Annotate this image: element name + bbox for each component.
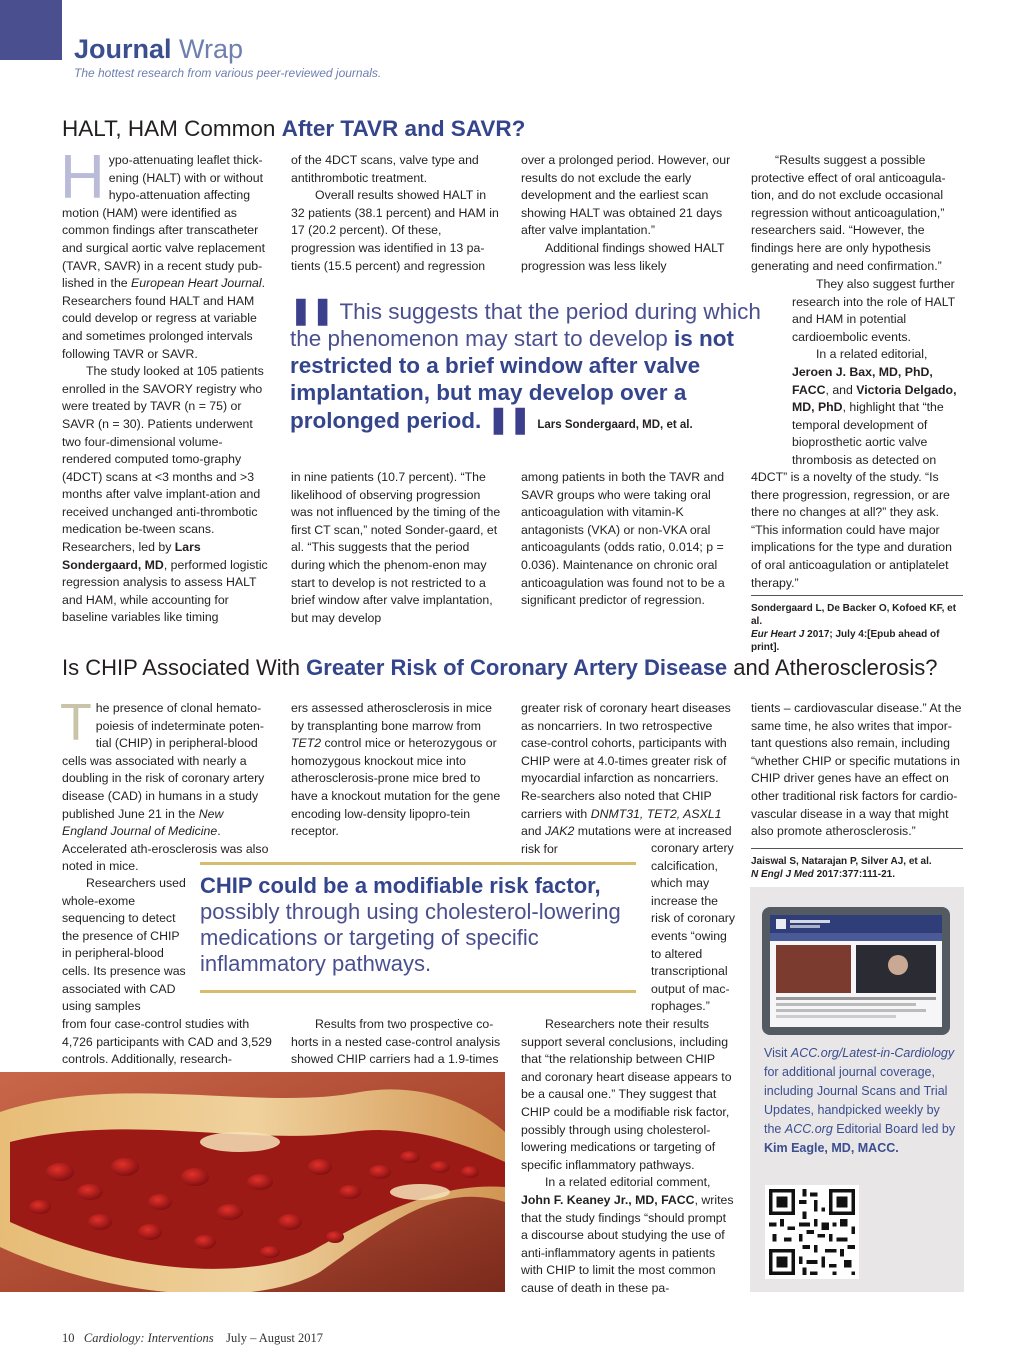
article2-headline: Is CHIP Associated With Greater Risk of Coronary Artery Disease and Atherosclerosis?	[62, 655, 938, 680]
article2-col2-bottom: Results from two prospective co-horts in a nested case-control analysis showed CHIP carriers had a 1.9-times	[291, 1017, 501, 1067]
article2-reference: Jaiswal S, Natarajan P, Silver AJ, et al. N Engl J Med 2017:377:111-21.	[751, 856, 932, 880]
article2-col3-narrow: coronary artery calcification, which may increase the risk of coronary events “owing to altered transcriptional output of mac-rophages.”	[651, 841, 736, 1014]
quote-open-icon: ❚❚	[290, 295, 334, 325]
article1-headline: HALT, HAM Common After TAVR and SAVR?	[62, 116, 526, 141]
article1-col4-bottom: 4DCT” is a novelty of the study. “Is there progression, regression, or are there no changes at all?” they ask. “This information could have major implications for the type and duration of oral anticoagulation or antiplatelet therapy.”	[751, 470, 952, 590]
article2-col1-narrow: Researchers used whole-exome sequencing to detect the presence of CHIP in peripheral-blood cells. Its presence was associated with CAD using samples	[62, 876, 186, 1014]
article2-col2-top: ers assessed atherosclerosis in mice by transplanting bone marrow from TET2 control mice or heterozygous or homozygous knockout mice into atherosclerosis-prone mice bred to have a knockout mutation for the gene encoding low-density lipopro-tein receptor.	[291, 701, 501, 839]
acc-latest-link[interactable]: ACC.org/Latest-in-Cardiology	[790, 1046, 955, 1060]
quote-close-icon: ❚❚	[487, 404, 532, 434]
article2-col1-top: The presence of clonal hemato-poiesis of indeterminate poten-tial (CHIP) in peripheral-blood cells was associated with nearly a doubling in the risk of coronary artery disease (CAD) in humans in a study published June 21 in the New England Journal of Medicine. Accelerated ath-erosclerosis was also noted in mice.	[60, 694, 269, 874]
article1-col2-bottom: in nine patients (10.7 percent). “The likelihood of observing progression was not influenced by the timing of the first CT scan,” noted Sonder-gaard, et al. “This suggests that the period during which the phenom-enon may start to develop is not restricted to a brief window after valve implantation, but may develop	[291, 470, 501, 625]
article2-col3-bottom: Researchers note their results support several conclusions, including that “the relationship between CHIP and coronary heart disease appears to be a causal one.” They suggest that CHIP could be a modifiable risk factor, possibly through using cholesterol-lowering medications or targeting of specific inflammatory pathways. In a related editorial comment, John F. Keaney Jr., MD, FACC, writes that the study findings “should prompt a discourse about studying the use of anti-inflammatory agents in patients with CHIP to limit the most common cause of death in these pa-	[521, 1017, 734, 1295]
article1-col3-top: over a prolonged period. However, our results do not exclude the early development and the earliest scan showing HALT was obtained 21 days after valve implantation.” Additional findings showed HALT progression was less likely	[521, 153, 731, 273]
reference-rule	[751, 848, 963, 849]
article2-pullquote: CHIP could be a modifiable risk factor, possibly through using cholesterol-lowering medications or targeting of specific inflammatory pathways.	[200, 873, 621, 976]
page-number: 10	[62, 1331, 75, 1345]
article1-pullquote: ❚❚ This suggests that the period during which the phenomenon may start to develop is not restricted to a brief window after valve implantation, but may develop over a prolonged period. ❚❚ Lars Sondergaard, MD, et al.	[290, 295, 761, 434]
issue-date: July – August 2017	[226, 1331, 323, 1345]
article2-col1-bottom: from four case-control studies with 4,726 participants with CAD and 3,529 controls. Additionally, research-	[62, 1017, 272, 1067]
blood-vessel-image	[0, 1072, 505, 1292]
dropcap: T	[60, 694, 92, 752]
artery-illustration	[0, 1072, 505, 1292]
section-subtitle: The hottest research from various peer-reviewed journals.	[74, 66, 382, 80]
section-title: Journal Wrap	[74, 34, 244, 64]
article1-col4-top: “Results suggest a possible protective effect of oral anticoagula-tion, and do not exclude occasional regression without anticoagulation,” researchers said. “However, the findings here are only hypothesis generating and need confirmation.”	[751, 153, 946, 273]
article1-col4-narrow: They also suggest further research into the role of HALT and HAM in potential cardioembolic events. In a related editorial, Jeroen J. Bax, MD, PhD, FACC, and Victoria Delgado, MD, PhD, highlight that “the temporal development of bioprosthetic aortic valve thrombosis as detected on	[792, 277, 957, 467]
sidebar-text: Visit ACC.org/Latest-in-Cardiology for additional journal coverage, including Journal Scans and Trial Updates, handpicked weekly by the ACC.org Editorial Board led by Kim Eagle, MD, MACC.	[764, 1046, 956, 1155]
article2-col4-top: tients – cardiovascular disease.” At the same time, he also writes that impor-tant questions also remain, including “whether CHIP or specific mutations in CHIP driver genes have an effect on other traditional risk factors for cardio-vascular disease in a way that might also promote atherosclerosis.”	[751, 701, 962, 839]
page-footer	[62, 1331, 323, 1346]
dropcap: H	[60, 143, 105, 212]
article1-col1: Hypo-attenuating leaflet thick-ening (HALT) with or without hypo-attenuation affecting motion (HAM) were identified as common findings after transcatheter and surgical aortic valve replacement (TAVR, SAVR) in a recent study pub-lished in the European Heart Journal. Researchers found HALT and HAM could develop or regress at variable and sometimes prolonged intervals following TAVR or SAVR. The study looked at 105 patients enrolled in the SAVORY registry who were treated by TAVR (n = 75) or SAVR (n = 30). Patients underwent two four-dimensional volume-rendered computed tomo-graphy (4DCT) scans at <3 months and >3 months after valve implant-ation and received unchanged anti-thrombotic medication be-tween scans. Researchers, led by Lars Sondergaard, MD, performed logistic regression analysis to assess HALT and HAM, while accounting for baseline variables like timing	[60, 143, 268, 625]
tablet-screen	[770, 915, 942, 1027]
reference-rule	[751, 595, 963, 596]
journal-name: Cardiology: Interventions	[83, 1331, 214, 1345]
article2-col3-top: greater risk of coronary heart diseases as noncarriers. In two retrospective case-control cohorts, participants with CHIP were at 4.0-times greater risk of myocardial infarction as noncarriers. Re-searchers also noted that CHIP carriers with DNMT31, TET2, ASXL1 and JAK2 mutations were at increased risk for	[521, 701, 732, 856]
qr-code-icon[interactable]	[765, 1185, 859, 1279]
pullquote-attribution: Lars Sondergaard, MD, et al.	[537, 419, 693, 431]
article1-reference: Sondergaard L, De Backer O, Kofoed KF, et al. Eur Heart J 2017; July 4:[Epub ahead of print].	[751, 603, 957, 653]
article1-col2-top: of the 4DCT scans, valve type and antithrombotic treatment. Overall results showed HALT in 32 patients (38.1 percent) and HAM in 17 (20.2 percent). Of these, progression was identified in 13 pa-tients (15.5 percent) and regression	[291, 153, 499, 273]
article1-col3-bottom: among patients in both the TAVR and SAVR groups who were taking oral anticoagulation with vitamin-K antagonists (VKA) or non-VKA oral anticoagulants (odds ratio, 0.014; p = 0.036). Maintenance on chronic oral anticoagulation was found not to be a significant predictor of regression.	[521, 470, 725, 608]
qr-code-graphic	[765, 1185, 859, 1279]
corner-block	[0, 0, 62, 60]
website-preview-image	[770, 915, 942, 1027]
